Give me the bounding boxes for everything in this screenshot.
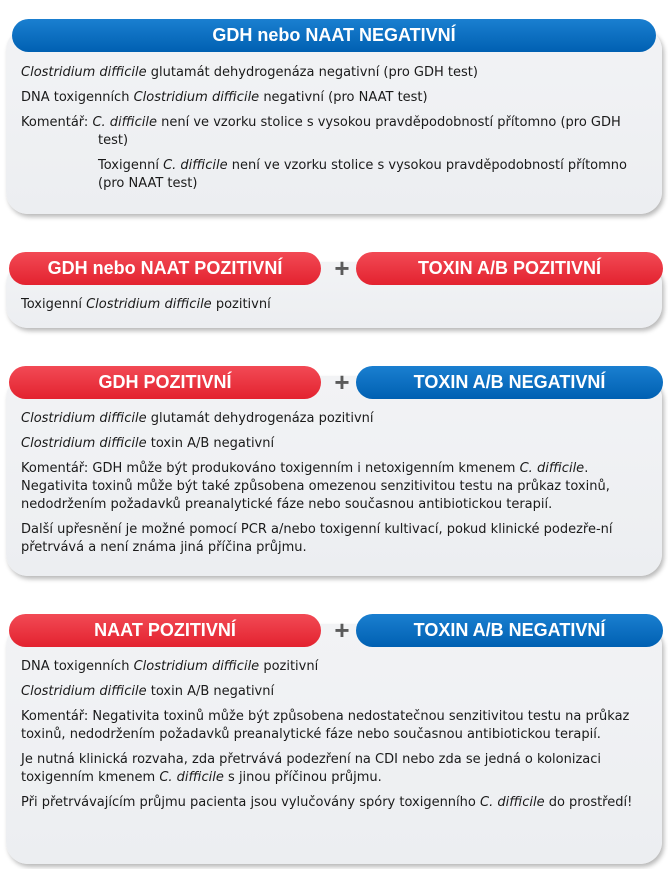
- comment-line: Je nutná klinická rozvaha, zda přetrvává podezření na CDI nebo zda se jedná o kolonizaci toxigenním kmenem C. difficile s jinou příčinou průjmu.: [21, 752, 602, 785]
- plus-sign: +: [334, 366, 350, 397]
- result-line: Clostridium difficile toxin A/B negativní: [21, 436, 275, 451]
- result-text: [21, 658, 648, 819]
- result-line: DNA toxigenních Clostridium difficile pozitivní: [21, 659, 319, 674]
- result-line: Toxigenní Clostridium difficile pozitivní: [21, 297, 271, 312]
- status-pill-toxin-positive: TOXIN A/B POZITIVNÍ: [356, 252, 663, 285]
- comment-line: Další upřesnění je možné pomocí PCR a/nebo toxigenní kultivací, pokud klinické podezře-ní přetrvává a není známa jiná příčina průjmu.: [21, 522, 613, 555]
- result-text: [21, 410, 648, 564]
- result-line: DNA toxigenních Clostridium difficile negativní (pro NAAT test): [21, 90, 428, 105]
- status-pill-naat-positive: NAAT POZITIVNÍ: [9, 614, 321, 647]
- result-text: [21, 296, 648, 321]
- status-pill-gdh-naat-positive: GDH nebo NAAT POZITIVNÍ: [9, 252, 321, 285]
- plus-sign: +: [334, 252, 350, 283]
- result-text: [21, 64, 648, 200]
- result-card-gdh-naat-negative: [6, 25, 662, 214]
- result-line: Clostridium difficile toxin A/B negativní: [21, 684, 275, 699]
- comment-line: Toxigenní C. difficile není ve vzorku stolice s vysokou pravděpodobností přítomno (pro NAAT test): [98, 158, 627, 191]
- result-card-gdh-positive-toxin-negative: [6, 366, 662, 576]
- status-pill-gdh-positive: GDH POZITIVNÍ: [9, 366, 321, 399]
- status-pill-toxin-negative: TOXIN A/B NEGATIVNÍ: [356, 366, 663, 399]
- comment-line: Při přetrvávajícím průjmu pacienta jsou vylučovány spóry toxigenního C. difficile do prostředí!: [21, 795, 633, 810]
- comment-line: Komentář: GDH může být produkováno toxigenním i netoxigenním kmenem C. difficile. Negativita toxinů může být také způsobena omezenou senzitivitou testu na průkaz toxinů, nedodržením požadavků preanalytické fáze nebo současnou antibiotickou terapií.: [21, 461, 610, 512]
- plus-sign: +: [334, 614, 350, 645]
- status-pill-toxin-negative: TOXIN A/B NEGATIVNÍ: [356, 614, 663, 647]
- result-card-positive-positive: [6, 252, 662, 328]
- comment-line: Komentář: C. difficile není ve vzorku stolice s vysokou pravděpodobností přítomno (pro GDH test): [21, 115, 621, 148]
- result-card-naat-positive-toxin-negative: [6, 614, 662, 864]
- status-pill-gdh-naat-negative: GDH nebo NAAT NEGATIVNÍ: [12, 19, 656, 52]
- result-line: Clostridium difficile glutamát dehydrogenáza negativní (pro GDH test): [21, 65, 478, 80]
- comment-line: Komentář: Negativita toxinů může být způsobena nedostatečnou senzitivitou testu na průkaz toxinů, nedodržením požadavků preanalytické fáze nebo současnou antibiotickou terapií.: [21, 709, 630, 742]
- result-line: Clostridium difficile glutamát dehydrogenáza pozitivní: [21, 411, 374, 426]
